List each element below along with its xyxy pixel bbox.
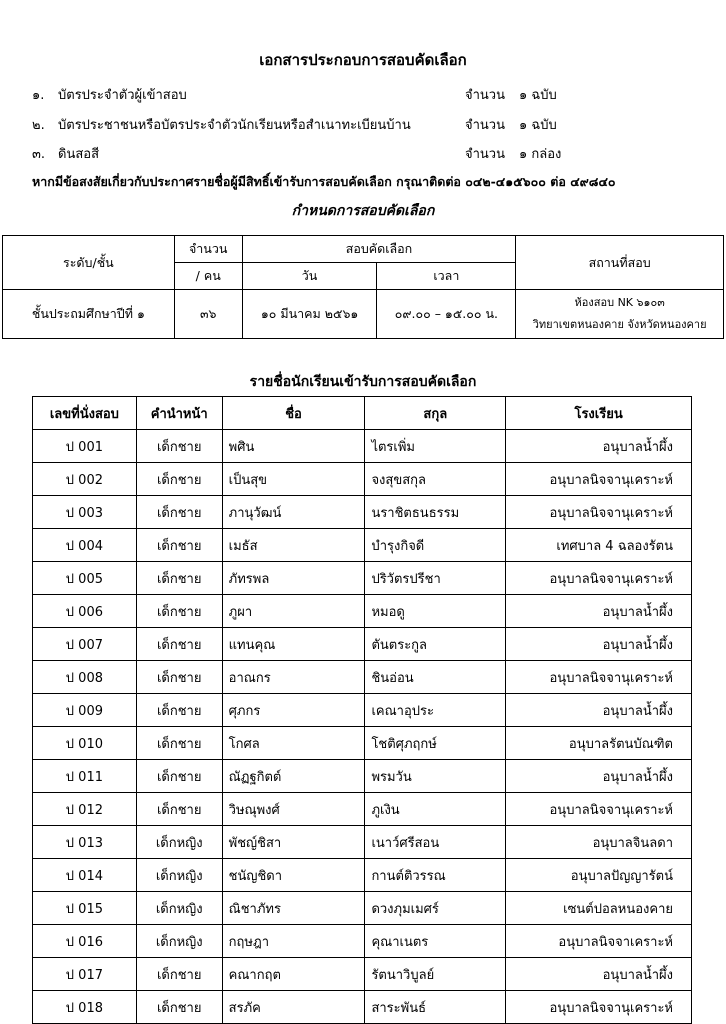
school-name: เซนต์ปอลหนองคาย <box>506 892 692 925</box>
student-table <box>32 396 692 1024</box>
name-prefix: เด็กชาย <box>136 727 222 760</box>
school-name: อนุบาลน้ำผึ้ง <box>506 958 692 991</box>
last-name: รัตนาวิบูลย์ <box>365 958 506 991</box>
last-name: ปริวัตรปรีชา <box>365 562 506 595</box>
header-place: สถานที่สอบ <box>516 236 724 290</box>
schedule-count: ๓๖ <box>174 290 242 339</box>
document-item <box>32 114 692 134</box>
schedule-place <box>516 290 724 339</box>
seat-number: ป 006 <box>33 595 137 628</box>
col-header-first-name: ชื่อ <box>222 397 365 430</box>
seat-number: ป 013 <box>33 826 137 859</box>
col-header-last-name: สกุล <box>365 397 506 430</box>
seat-number: ป 005 <box>33 562 137 595</box>
first-name: สรภัค <box>222 991 365 1024</box>
last-name: ไตรเพิ่ม <box>365 430 506 463</box>
seat-number: ป 010 <box>33 727 137 760</box>
document-item <box>32 143 692 163</box>
school-name: อนุบาลนิจจานุเคราะห์ <box>506 463 692 496</box>
table-row <box>33 727 692 760</box>
school-name: อนุบาลปัญญารัตน์ <box>506 859 692 892</box>
name-prefix: เด็กชาย <box>136 496 222 529</box>
schedule-title: กำหนดการสอบคัดเลือก <box>291 203 435 219</box>
first-name: คณากฤต <box>222 958 365 991</box>
name-prefix: เด็กหญิง <box>136 925 222 958</box>
last-name: โชติศุภฤกษ์ <box>365 727 506 760</box>
school-name: อนุบาลนิจจานุเคราะห์ <box>506 661 692 694</box>
contact-note: หากมีข้อสงสัยเกี่ยวกับประกาศรายชื่อผู้มีสิทธิ์เข้ารับการสอบคัดเลือก กรุณาติดต่อ ๐๔๒-๔๑๕๖๐๐ ต่อ ๔๙๘๔๐ <box>32 174 616 189</box>
first-name: พัชญ์ชิสา <box>222 826 365 859</box>
name-prefix: เด็กชาย <box>136 793 222 826</box>
schedule-level: ชั้นประถมศึกษาปีที่ ๑ <box>3 290 175 339</box>
seat-number: ป 001 <box>33 430 137 463</box>
student-table-body <box>33 430 692 1024</box>
name-prefix: เด็กชาย <box>136 694 222 727</box>
document-item-number: ๒. <box>32 118 45 133</box>
name-prefix: เด็กชาย <box>136 661 222 694</box>
seat-number: ป 011 <box>33 760 137 793</box>
seat-number: ป 007 <box>33 628 137 661</box>
school-name: อนุบาลนิจจานุเคราะห์ <box>506 562 692 595</box>
first-name: ภานุวัฒน์ <box>222 496 365 529</box>
name-prefix: เด็กชาย <box>136 991 222 1024</box>
header-exam: สอบคัดเลือก <box>242 236 516 263</box>
schedule-table <box>2 235 724 339</box>
last-name: ดวงภุมเมศร์ <box>365 892 506 925</box>
col-header-seat: เลขที่นั่งสอบ <box>33 397 137 430</box>
seat-number: ป 014 <box>33 859 137 892</box>
table-row <box>33 826 692 859</box>
name-prefix: เด็กชาย <box>136 430 222 463</box>
seat-number: ป 012 <box>33 793 137 826</box>
last-name: พรมวัน <box>365 760 506 793</box>
last-name: กานต์ติวรรณ <box>365 859 506 892</box>
name-prefix: เด็กชาย <box>136 760 222 793</box>
first-name: เมธัส <box>222 529 365 562</box>
header-day: วัน <box>242 263 377 290</box>
name-prefix: เด็กชาย <box>136 529 222 562</box>
schedule-time: ๐๙.๐๐ – ๑๕.๐๐ น. <box>377 290 516 339</box>
seat-number: ป 002 <box>33 463 137 496</box>
last-name: บำรุงกิจดี <box>365 529 506 562</box>
table-row <box>33 595 692 628</box>
last-name: ชินอ่อน <box>365 661 506 694</box>
table-row <box>33 991 692 1024</box>
name-prefix: เด็กหญิง <box>136 892 222 925</box>
student-list-title: รายชื่อนักเรียนเข้ารับการสอบคัดเลือก <box>249 374 477 390</box>
table-row <box>33 760 692 793</box>
seat-number: ป 015 <box>33 892 137 925</box>
table-row <box>33 859 692 892</box>
school-name: อนุบาลน้ำผึ้ง <box>506 430 692 463</box>
seat-number: ป 003 <box>33 496 137 529</box>
table-row <box>33 694 692 727</box>
page-title: เอกสารประกอบการสอบคัดเลือก <box>259 51 467 69</box>
document-item-qty-label: จำนวน <box>465 88 505 103</box>
table-row <box>33 661 692 694</box>
document-item-number: ๓. <box>32 147 46 162</box>
last-name: คุณาเนตร <box>365 925 506 958</box>
document-item-qty: ๑ กล่อง <box>519 147 562 162</box>
table-row <box>33 496 692 529</box>
first-name: พศิน <box>222 430 365 463</box>
school-name: อนุบาลนิจจาเคราะห์ <box>506 925 692 958</box>
schedule-place-room: ห้องสอบ NK ๖๑๐๓ <box>574 296 665 309</box>
first-name: ภัทรพล <box>222 562 365 595</box>
document-item-number: ๑. <box>32 88 45 103</box>
table-row <box>33 925 692 958</box>
header-level: ระดับ/ชั้น <box>3 236 175 290</box>
school-name: เทศบาล 4 ฉลองรัตน <box>506 529 692 562</box>
seat-number: ป 017 <box>33 958 137 991</box>
first-name: โกศล <box>222 727 365 760</box>
seat-number: ป 004 <box>33 529 137 562</box>
table-row <box>33 430 692 463</box>
name-prefix: เด็กหญิง <box>136 859 222 892</box>
table-row <box>33 562 692 595</box>
first-name: ศุภกร <box>222 694 365 727</box>
document-item-qty-label: จำนวน <box>465 147 505 162</box>
document-item-label: บัตรประชาชนหรือบัตรประจำตัวนักเรียนหรือสำเนาทะเบียนบ้าน <box>58 118 411 133</box>
first-name: ชนัญชิดา <box>222 859 365 892</box>
last-name: เนาว์ศรีสอน <box>365 826 506 859</box>
table-row <box>33 529 692 562</box>
school-name: อนุบาลจินลดา <box>506 826 692 859</box>
document-item-qty: ๑ ฉบับ <box>519 118 557 133</box>
first-name: ณิชาภัทร <box>222 892 365 925</box>
first-name: อาณกร <box>222 661 365 694</box>
header-time: เวลา <box>377 263 516 290</box>
first-name: เป็นสุข <box>222 463 365 496</box>
document-item-qty-label: จำนวน <box>465 118 505 133</box>
table-row <box>33 958 692 991</box>
seat-number: ป 009 <box>33 694 137 727</box>
last-name: จงสุขสกุล <box>365 463 506 496</box>
last-name: ภูเงิน <box>365 793 506 826</box>
schedule-day: ๑๐ มีนาคม ๒๕๖๑ <box>242 290 377 339</box>
seat-number: ป 016 <box>33 925 137 958</box>
seat-number: ป 008 <box>33 661 137 694</box>
first-name: กฤษฎา <box>222 925 365 958</box>
last-name: นราชิตธนธรรม <box>365 496 506 529</box>
table-row <box>33 463 692 496</box>
name-prefix: เด็กชาย <box>136 628 222 661</box>
document-item-label: ดินสอสี <box>58 147 100 162</box>
first-name: ณัฏฐกิตต์ <box>222 760 365 793</box>
first-name: วิษณุพงศ์ <box>222 793 365 826</box>
last-name: เคณาอุประ <box>365 694 506 727</box>
seat-number: ป 018 <box>33 991 137 1024</box>
name-prefix: เด็กชาย <box>136 463 222 496</box>
col-header-school: โรงเรียน <box>506 397 692 430</box>
school-name: อนุบาลนิจจานุเคราะห์ <box>506 793 692 826</box>
first-name: แทนคุณ <box>222 628 365 661</box>
last-name: ตันตระกูล <box>365 628 506 661</box>
school-name: อนุบาลน้ำผึ้ง <box>506 595 692 628</box>
school-name: อนุบาลนิจจานุเคราะห์ <box>506 496 692 529</box>
first-name: ภูผา <box>222 595 365 628</box>
school-name: อนุบาลรัตนบัณฑิต <box>506 727 692 760</box>
school-name: อนุบาลน้ำผึ้ง <box>506 694 692 727</box>
name-prefix: เด็กหญิง <box>136 826 222 859</box>
header-count-bottom: / คน <box>174 263 242 290</box>
table-row <box>33 892 692 925</box>
name-prefix: เด็กชาย <box>136 595 222 628</box>
document-item-qty: ๑ ฉบับ <box>519 88 557 103</box>
header-count-top: จำนวน <box>174 236 242 263</box>
school-name: อนุบาลน้ำผึ้ง <box>506 628 692 661</box>
school-name: อนุบาลน้ำผึ้ง <box>506 760 692 793</box>
table-row <box>33 628 692 661</box>
document-item <box>32 84 692 104</box>
schedule-place-campus: วิทยาเขตหนองคาย จังหวัดหนองคาย <box>532 318 707 331</box>
col-header-prefix: คำนำหน้า <box>136 397 222 430</box>
last-name: สาระพันธ์ <box>365 991 506 1024</box>
school-name: อนุบาลนิจจานุเคราะห์ <box>506 991 692 1024</box>
name-prefix: เด็กชาย <box>136 958 222 991</box>
table-row <box>33 793 692 826</box>
document-item-label: บัตรประจำตัวผู้เข้าสอบ <box>58 88 187 103</box>
name-prefix: เด็กชาย <box>136 562 222 595</box>
last-name: หมอดู <box>365 595 506 628</box>
